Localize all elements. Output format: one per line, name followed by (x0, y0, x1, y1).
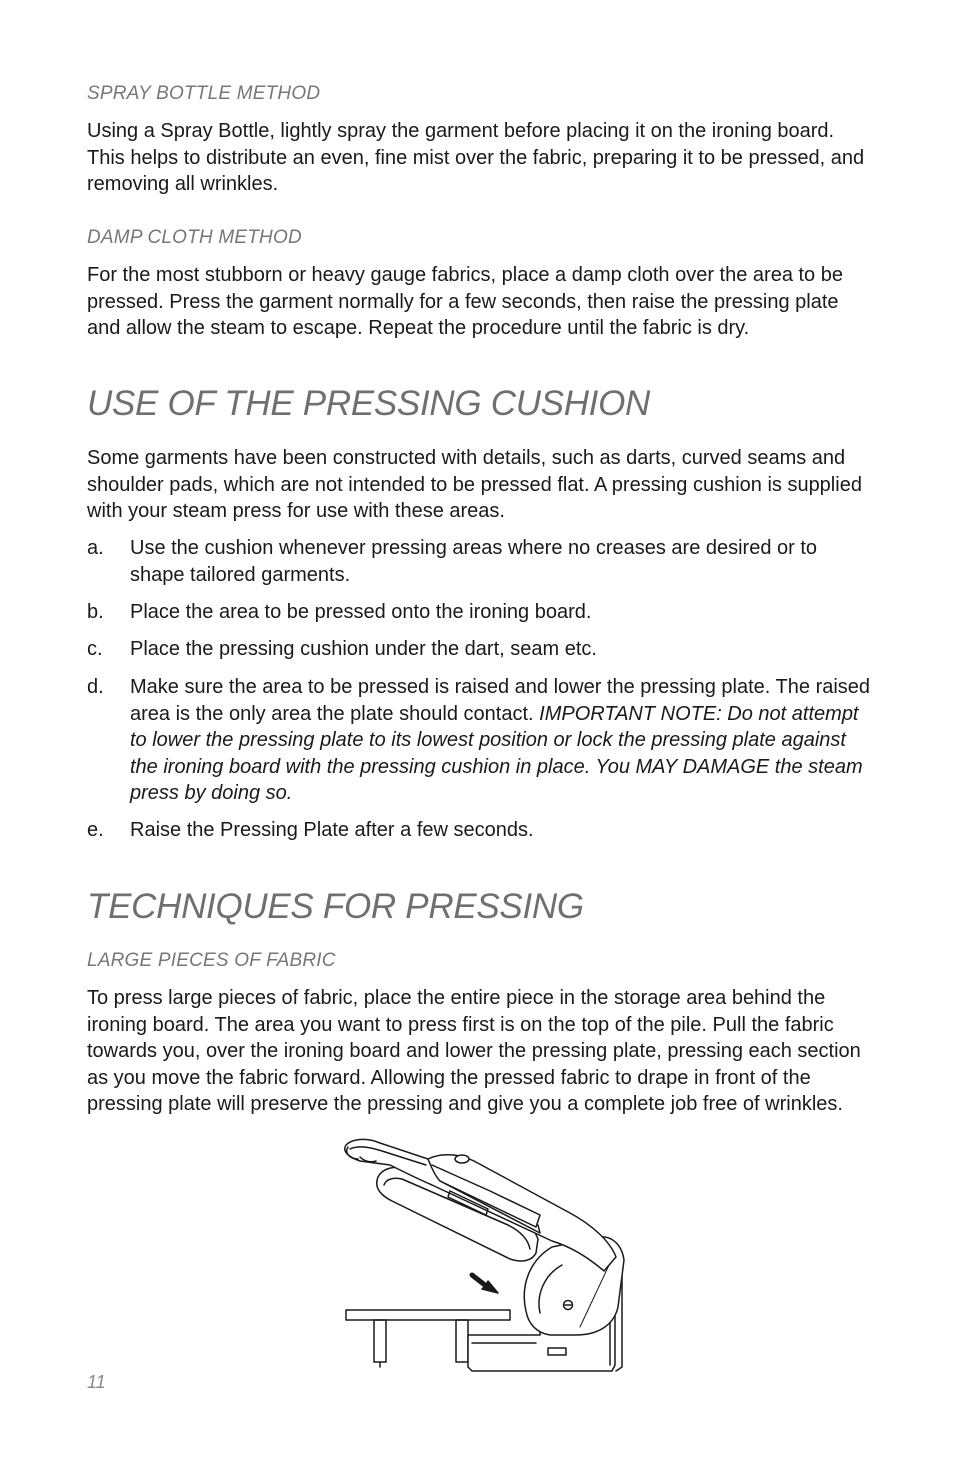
list-marker: c. (87, 638, 103, 660)
list-item (87, 817, 877, 844)
list-item-text: Raise the Pressing Plate after a few seconds. (130, 819, 534, 841)
damp-cloth-paragraph: For the most stubborn or heavy gauge fabrics, place a damp cloth over the area to be pressed. Press the garment normally for a few seconds, then raise the pressing plate and allow the steam to escape. Repeat the procedure until the fabric is dry. (87, 264, 843, 339)
board-leg-left (374, 1320, 386, 1362)
important-note: IMPORTANT NOTE: Do not attempt to lower the pressing plate to its lowest position or lock the pressing plate against the ironing board with the pressing cushion in place. You MAY DAMAGE the steam press by doing so. (130, 702, 863, 804)
pressing-cushion-heading: USE OF THE PRESSING CUSHION (87, 384, 651, 423)
list-marker: b. (87, 601, 104, 623)
list-item (87, 636, 877, 663)
list-marker: a. (87, 537, 104, 559)
steam-press-illustration (340, 1135, 640, 1375)
techniques-heading: TECHNIQUES FOR PRESSING (87, 887, 584, 926)
list-item-text (130, 674, 877, 807)
large-fabric-paragraph: To press large pieces of fabric, place the entire piece in the storage area behind the ironing board. The area you want to press first is on the top of the pile. Pull the fabric towards you, over the ironing board and lower the pressing plate, pressing each section as you move the fabric forward. Allowing the pressed fabric to drape in front of the pressing plate will preserve the pressing and give you a complete job free of wrinkles. (87, 987, 861, 1115)
spray-bottle-paragraph: Using a Spray Bottle, lightly spray the garment before placing it on the ironing board. This helps to distribute an even, fine mist over the fabric, preparing it to be pressed, and removing all wrinkles. (87, 120, 865, 195)
list-item-text: Place the pressing cushion under the dart, seam etc. (130, 638, 597, 660)
spray-bottle-subhead: SPRAY BOTTLE METHOD (87, 83, 321, 104)
list-marker: d. (87, 676, 104, 698)
list-item-text: Use the cushion whenever pressing areas where no creases are desired or to shape tailored garments. (130, 537, 818, 586)
board-leg-right (456, 1320, 468, 1362)
list-item-body: Make sure the area to be pressed is raised and lower the pressing plate. The raised area is the only area the plate should contact. (130, 676, 871, 725)
damp-cloth-subhead: DAMP CLOTH METHOD (87, 227, 302, 248)
list-item (87, 535, 877, 588)
page-number: 11 (87, 1372, 106, 1392)
list-item (87, 674, 877, 807)
list-item (87, 599, 877, 626)
ironing-board-top (346, 1310, 510, 1320)
pressing-cushion-intro: Some garments have been constructed with details, such as darts, curved seams and shoulder pads, which are not intended to be pressed flat. A pressing cushion is supplied with your steam press for use with these areas. (87, 447, 862, 522)
large-fabric-subhead: LARGE PIECES OF FABRIC (87, 950, 336, 971)
control-knob (455, 1155, 469, 1163)
list-item-text: Place the area to be pressed onto the ironing board. (130, 601, 592, 623)
list-marker: e. (87, 819, 104, 841)
